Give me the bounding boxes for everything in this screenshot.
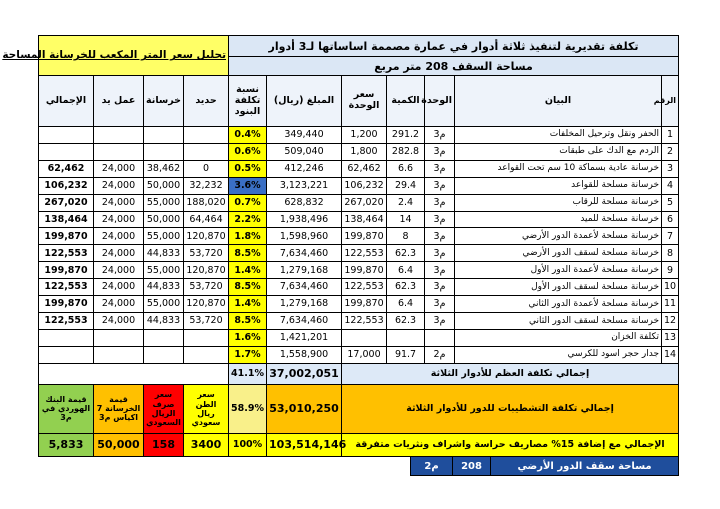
total-cell: 199,870: [39, 262, 94, 279]
labor-cell: 24,000: [94, 177, 144, 194]
total-cell: [39, 143, 94, 160]
unit-cell: م3: [425, 194, 455, 211]
amount-cell: 412,246: [267, 160, 342, 177]
desc-cell: خرسانة مسلحة للقواعد: [455, 177, 662, 194]
labor-cell: 24,000: [94, 245, 144, 262]
ground-floor-unit: م2: [411, 457, 452, 475]
unit-price-cell: 17,000: [342, 346, 387, 363]
num-cell: 10: [662, 279, 679, 296]
header-unit: الوحدة: [425, 76, 455, 127]
unit-price-cell: 138,464: [342, 211, 387, 228]
unit-cell: م3: [425, 160, 455, 177]
grand-amount: 103,514,146: [267, 433, 342, 456]
concrete-cell: 44,833: [144, 313, 184, 330]
concrete-cell: [144, 346, 184, 363]
concrete-price-value: 50,000: [94, 433, 144, 456]
unit-price-cell: 1,200: [342, 126, 387, 143]
steel-cell: 64,464: [184, 211, 229, 228]
header-labor: عمل يد: [94, 76, 144, 127]
steel-cell: 0: [184, 160, 229, 177]
sheet-title: تكلفة تقديرية لتنفيذ ثلاثة أدوار في عمارة مصممة اساساتها لـ3 أدوار: [229, 36, 679, 57]
unit-cell: م3: [425, 262, 455, 279]
exchange-rate-value: 158: [144, 433, 184, 456]
header-ratio: نسبة تكلفة البنود: [229, 76, 267, 127]
total-cell: 267,020: [39, 194, 94, 211]
desc-cell: خرسانة مسلحة للرقاب: [455, 194, 662, 211]
unit-price-cell: 106,232: [342, 177, 387, 194]
labor-cell: 24,000: [94, 262, 144, 279]
skeleton-amount: 37,002,051: [267, 363, 342, 384]
skeleton-ratio: 41.1%: [229, 363, 267, 384]
unit-cell: [425, 330, 455, 347]
desc-cell: خرسانة مسلحة لأعمدة الدور الأول: [455, 262, 662, 279]
concrete-cell: 55,000: [144, 296, 184, 313]
labor-cell: 24,000: [94, 313, 144, 330]
desc-cell: الردم مع الدك على طبقات: [455, 143, 662, 160]
ratio-cell: 2.2%: [229, 211, 267, 228]
concrete-price-label: قيمة الخرسانة 7 اكياس م3: [94, 384, 144, 433]
skeleton-total-row: [39, 363, 679, 384]
amount-cell: 509,040: [267, 143, 342, 160]
qty-cell: 62.3: [387, 313, 425, 330]
exchange-rate-label: سعر صرف الريال السعودي: [144, 384, 184, 433]
desc-cell: تكلفة الخزان: [455, 330, 662, 347]
concrete-cell: 38,462: [144, 160, 184, 177]
num-cell: 8: [662, 245, 679, 262]
ratio-cell: 1.4%: [229, 262, 267, 279]
amount-cell: 7,634,460: [267, 245, 342, 262]
amount-cell: 1,938,496: [267, 211, 342, 228]
desc-cell: خرسانة مسلحة للميد: [455, 211, 662, 228]
amount-cell: 1,279,168: [267, 296, 342, 313]
header-amount: المبلغ (ريال): [267, 76, 342, 127]
qty-cell: 2.4: [387, 194, 425, 211]
amount-cell: 628,832: [267, 194, 342, 211]
table-row: [39, 330, 679, 347]
num-cell: 7: [662, 228, 679, 245]
labor-cell: 24,000: [94, 211, 144, 228]
ground-floor-area: [410, 457, 679, 476]
header-unit-price: سعر الوحدة: [342, 76, 387, 127]
desc-cell: خرسانة مسلحة لسقف الدور الأرضي: [455, 245, 662, 262]
steel-cell: 53,720: [184, 279, 229, 296]
sheet-subtitle: مساحة السقف 208 متر مربع: [229, 57, 679, 76]
total-cell: 122,553: [39, 245, 94, 262]
num-cell: 5: [662, 194, 679, 211]
amount-cell: 349,440: [267, 126, 342, 143]
steel-cell: 188,020: [184, 194, 229, 211]
amount-cell: 3,123,221: [267, 177, 342, 194]
finishing-amount: 53,010,250: [267, 384, 342, 433]
grand-label: الإجمالي مع إضافة 15% مصاريف حراسة واشراف ونثريات متفرقة: [342, 433, 679, 456]
qty-cell: 62.3: [387, 245, 425, 262]
cost-sheet: [2, 35, 678, 472]
total-cell: 106,232: [39, 177, 94, 194]
qty-cell: 8: [387, 228, 425, 245]
header-steel: حديد: [184, 76, 229, 127]
concrete-cell: [144, 143, 184, 160]
ratio-cell: 1.6%: [229, 330, 267, 347]
table-row: [39, 279, 679, 296]
dollar-price-value: 5,833: [39, 433, 94, 456]
desc-cell: خرسانة مسلحة لأعمدة الدور الثاني: [455, 296, 662, 313]
amount-cell: 1,558,900: [267, 346, 342, 363]
unit-cell: م3: [425, 296, 455, 313]
labor-cell: [94, 346, 144, 363]
unit-price-cell: 122,553: [342, 313, 387, 330]
unit-cell: م3: [425, 228, 455, 245]
total-cell: 199,870: [39, 296, 94, 313]
unit-price-cell: 1,800: [342, 143, 387, 160]
total-cell: [39, 346, 94, 363]
finishing-label: إجمالي تكلفة التشطيبات للدور للأدوار الثلاثة: [342, 384, 679, 433]
finishing-ratio: 58.9%: [229, 384, 267, 433]
concrete-cell: 50,000: [144, 211, 184, 228]
table-row: [39, 346, 679, 363]
desc-cell: خرسانة مسلحة لأعمدة الدور الأرضي: [455, 228, 662, 245]
ground-floor-label: مساحة سقف الدور الأرضي: [490, 457, 678, 475]
unit-cell: م3: [425, 313, 455, 330]
dollar-price-label: قيمة البنك الهوردي في م3: [39, 384, 94, 433]
unit-cell: م3: [425, 177, 455, 194]
steel-cell: 32,232: [184, 177, 229, 194]
steel-cell: [184, 126, 229, 143]
unit-price-cell: 122,553: [342, 245, 387, 262]
finishing-row: [39, 384, 679, 433]
qty-cell: 6.4: [387, 296, 425, 313]
labor-cell: [94, 143, 144, 160]
total-cell: 138,464: [39, 211, 94, 228]
unit-cell: م2: [425, 346, 455, 363]
skeleton-blank: [39, 363, 229, 384]
ratio-cell: 1.4%: [229, 296, 267, 313]
unit-cell: م3: [425, 279, 455, 296]
table-row: [39, 143, 679, 160]
qty-cell: 91.7: [387, 346, 425, 363]
concrete-cell: 55,000: [144, 228, 184, 245]
table-row: [39, 211, 679, 228]
unit-price-cell: 267,020: [342, 194, 387, 211]
table-row: [39, 245, 679, 262]
header-desc: البيان: [455, 76, 662, 127]
num-cell: 3: [662, 160, 679, 177]
qty-cell: 291.2: [387, 126, 425, 143]
amount-cell: 7,634,460: [267, 313, 342, 330]
amount-cell: 1,279,168: [267, 262, 342, 279]
unit-cell: م3: [425, 126, 455, 143]
steel-cell: [184, 346, 229, 363]
amount-cell: 1,598,960: [267, 228, 342, 245]
table-row: [39, 177, 679, 194]
total-cell: 122,553: [39, 279, 94, 296]
labor-cell: 24,000: [94, 160, 144, 177]
labor-cell: 24,000: [94, 279, 144, 296]
table-row: [39, 313, 679, 330]
qty-cell: 29.4: [387, 177, 425, 194]
unit-price-cell: 199,870: [342, 262, 387, 279]
qty-cell: 6.6: [387, 160, 425, 177]
total-cell: [39, 126, 94, 143]
ratio-cell: 0.5%: [229, 160, 267, 177]
ratio-cell: 8.5%: [229, 245, 267, 262]
unit-price-cell: 199,870: [342, 228, 387, 245]
header-row: [39, 76, 679, 127]
ratio-cell: 1.8%: [229, 228, 267, 245]
unit-price-cell: 199,870: [342, 296, 387, 313]
skeleton-label: إجمالي تكلفة العظم للأدوار الثلاثة: [342, 363, 679, 384]
analysis-title: تحليل سعر المتر المكعب للخرسانة المساحة: [39, 36, 229, 76]
table-row: [39, 228, 679, 245]
desc-cell: خرسانة مسلحة لسقف الدور الأول: [455, 279, 662, 296]
concrete-cell: 44,833: [144, 245, 184, 262]
amount-cell: 7,634,460: [267, 279, 342, 296]
ton-price-label: سعر الطن ريال سعودي: [184, 384, 229, 433]
title-row-1: [39, 36, 679, 57]
header-qty: الكمية: [387, 76, 425, 127]
concrete-cell: [144, 330, 184, 347]
qty-cell: [387, 330, 425, 347]
labor-cell: [94, 330, 144, 347]
table-row: [39, 296, 679, 313]
num-cell: 6: [662, 211, 679, 228]
table-row: [39, 262, 679, 279]
total-cell: 62,462: [39, 160, 94, 177]
ratio-cell: 0.7%: [229, 194, 267, 211]
num-cell: 2: [662, 143, 679, 160]
header-num: الرقم: [662, 76, 679, 127]
steel-cell: 120,870: [184, 296, 229, 313]
total-cell: 122,553: [39, 313, 94, 330]
labor-cell: 24,000: [94, 296, 144, 313]
total-cell: [39, 330, 94, 347]
steel-cell: [184, 330, 229, 347]
desc-cell: خرسانة عادية بسماكة 10 سم تحت القواعد: [455, 160, 662, 177]
desc-cell: الحفر ونقل وترحيل المخلفات: [455, 126, 662, 143]
desc-cell: جدار حجر اسود للكرسي: [455, 346, 662, 363]
ton-price-value: 3400: [184, 433, 229, 456]
concrete-cell: 44,833: [144, 279, 184, 296]
labor-cell: 24,000: [94, 194, 144, 211]
unit-cell: م3: [425, 211, 455, 228]
num-cell: 4: [662, 177, 679, 194]
cost-table: [2, 35, 679, 457]
total-cell: 199,870: [39, 228, 94, 245]
steel-cell: 120,870: [184, 228, 229, 245]
num-cell: 9: [662, 262, 679, 279]
num-cell: 12: [662, 313, 679, 330]
header-concrete: خرسانة: [144, 76, 184, 127]
unit-cell: م3: [425, 143, 455, 160]
table-row: [39, 194, 679, 211]
concrete-cell: 55,000: [144, 262, 184, 279]
ratio-cell: 1.7%: [229, 346, 267, 363]
header-total: الإجمالي: [39, 76, 94, 127]
steel-cell: 53,720: [184, 245, 229, 262]
ratio-cell: 8.5%: [229, 279, 267, 296]
unit-cell: م3: [425, 245, 455, 262]
steel-cell: 53,720: [184, 313, 229, 330]
table-row: [39, 160, 679, 177]
concrete-cell: 55,000: [144, 194, 184, 211]
concrete-cell: [144, 126, 184, 143]
qty-cell: 62.3: [387, 279, 425, 296]
ratio-cell: 0.6%: [229, 143, 267, 160]
amount-cell: 1,421,201: [267, 330, 342, 347]
qty-cell: 282.8: [387, 143, 425, 160]
qty-cell: 14: [387, 211, 425, 228]
unit-price-cell: 62,462: [342, 160, 387, 177]
desc-cell: خرسانة مسلحة لسقف الدور الثاني: [455, 313, 662, 330]
ratio-cell: 8.5%: [229, 313, 267, 330]
grand-total-row: [39, 433, 679, 456]
unit-price-cell: 122,553: [342, 279, 387, 296]
steel-cell: [184, 143, 229, 160]
num-cell: 11: [662, 296, 679, 313]
num-cell: 14: [662, 346, 679, 363]
num-cell: 13: [662, 330, 679, 347]
table-row: [39, 126, 679, 143]
unit-price-cell: [342, 330, 387, 347]
concrete-cell: 50,000: [144, 177, 184, 194]
ground-floor-value: 208: [452, 457, 490, 475]
qty-cell: 6.4: [387, 262, 425, 279]
num-cell: 1: [662, 126, 679, 143]
ratio-cell: 0.4%: [229, 126, 267, 143]
steel-cell: 120,870: [184, 262, 229, 279]
grand-ratio: 100%: [229, 433, 267, 456]
labor-cell: [94, 126, 144, 143]
ratio-cell: 3.6%: [229, 177, 267, 194]
labor-cell: 24,000: [94, 228, 144, 245]
